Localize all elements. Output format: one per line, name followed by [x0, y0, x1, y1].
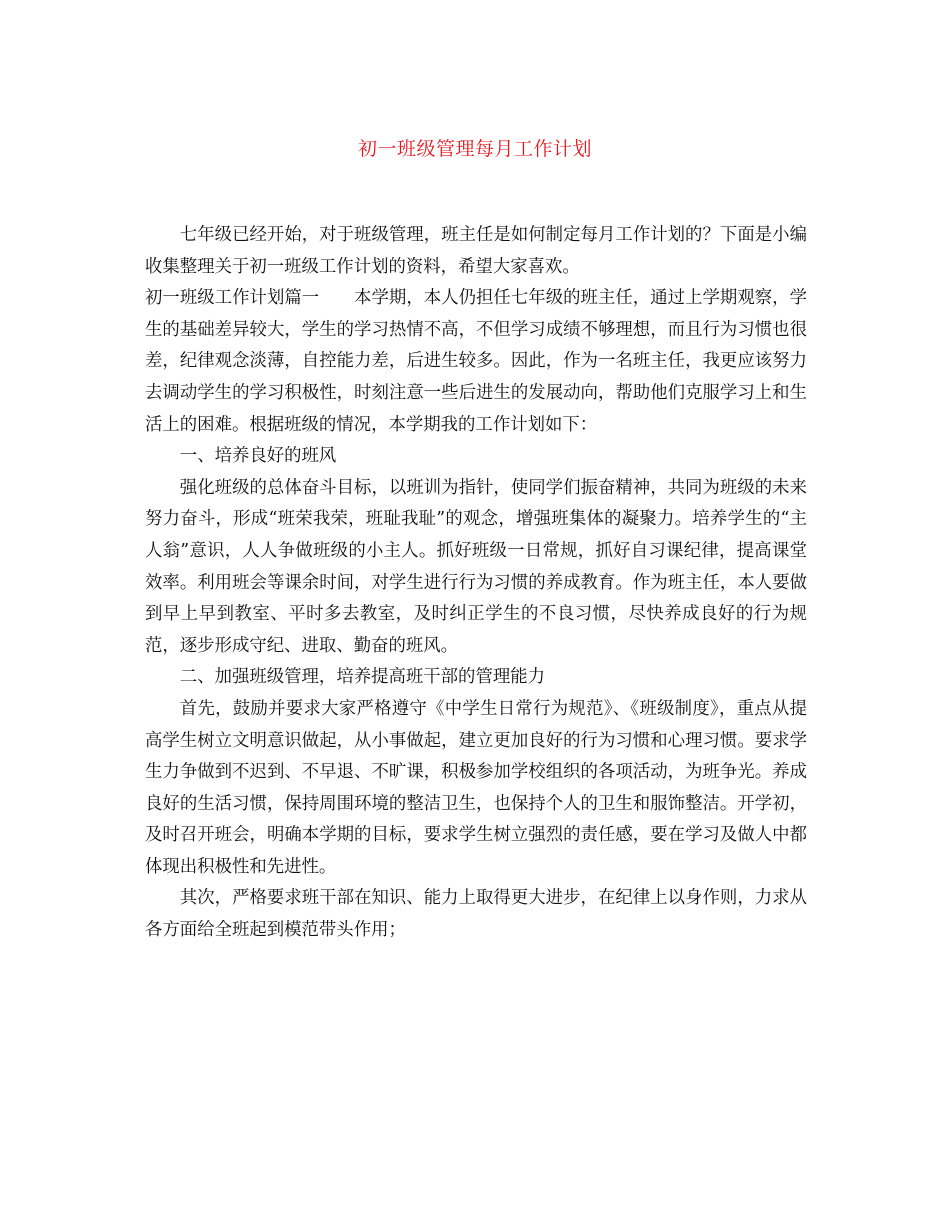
- plan-one-intro-paragraph: 初一班级工作计划篇一 本学期，本人仍担任七年级的班主任，通过上学期观察，学生的基础差异较大，学生的学习热情不高，不但学习成绩不够理想，而且行为习惯也很差，纪律观念淡薄，自控能力差，后进生较多。因此，作为一名班主任，我更应该努力去调动学生的学习积极性，时刻注意一些后进生的发展动向，帮助他们克服学习上和生活上的困难。根据班级的情况，本学期我的工作计划如下：: [145, 288, 807, 435]
- class-atmosphere-paragraph: 强化班级的总体奋斗目标，以班训为指针，使同学们振奋精神，共同为班级的未来努力奋斗，形成“班荣我荣，班耻我耻”的观念，增强班集体的凝聚力。培养学生的“主人翁”意识，人人争做班级的小主人。抓好班级一日常规，抓好自习课纪律，提高课堂效率。利用班会等课余时间，对学生进行行为习惯的养成教育。作为班主任，本人要做到早上早到教室、平时多去教室，及时纠正学生的不良习惯，尽快养成良好的行为规范，逐步形成守纪、进取、勤奋的班风。: [145, 477, 807, 656]
- document-body: [145, 220, 807, 947]
- second-point-paragraph: 其次，严格要求班干部在知识、能力上取得更大进步，在纪律上以身作则，力求从各方面给全班起到模范带头作用；: [145, 888, 807, 941]
- section-heading-class-management: 二、加强班级管理，培养提高班干部的管理能力: [179, 667, 546, 688]
- first-point-paragraph: 首先，鼓励并要求大家严格遵守《中学生日常行为规范》、《班级制度》，重点从提高学生树立文明意识做起，从小事做起，建立更加良好的行为习惯和心理习惯。要求学生力争做到不迟到、不早退、不旷课，积极参加学校组织的各项活动，为班争光。养成良好的生活习惯，保持周围环境的整洁卫生，也保持个人的卫生和服饰整洁。开学初，及时召开班会，明确本学期的目标，要求学生树立强烈的责任感，要在学习及做人中都体现出积极性和先进性。: [145, 698, 807, 877]
- section-heading-class-atmosphere: 一、培养良好的班风: [179, 446, 337, 467]
- document-title: 初一班级管理每月工作计划: [357, 138, 592, 160]
- intro-paragraph: 七年级已经开始，对于班级管理，班主任是如何制定每月工作计划的？下面是小编收集整理关于初一班级工作计划的资料，希望大家喜欢。: [145, 225, 807, 277]
